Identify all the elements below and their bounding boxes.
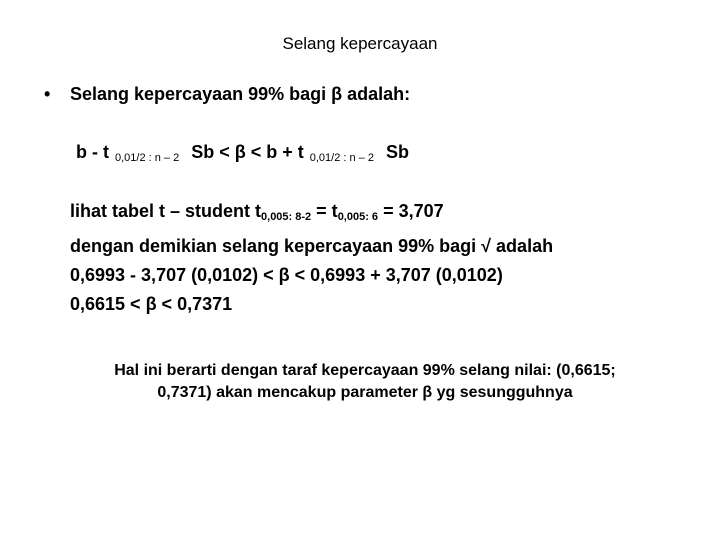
lookup-equals: = t xyxy=(311,201,338,221)
formula-subscript-1: 0,01/2 : n – 2 xyxy=(115,152,180,164)
conclusion-line-1: Hal ini berarti dengan taraf kepercayaan 99% selang nilai: (0,6615; xyxy=(114,362,616,379)
lookup-value: = 3,707 xyxy=(378,201,444,221)
calculation-lines xyxy=(70,197,553,319)
formula-part-1: b - t xyxy=(76,142,109,162)
explanation-line: dengan demikian selang kepercayaan 99% bagi √ adalah xyxy=(70,236,554,256)
lookup-text: lihat tabel t – student t xyxy=(70,201,262,221)
table-lookup-line xyxy=(70,197,553,232)
confidence-interval-formula xyxy=(76,142,409,164)
bullet-item xyxy=(44,84,410,105)
conclusion-text xyxy=(60,360,670,404)
bullet-marker: • xyxy=(44,84,51,104)
lookup-subscript-2: 0,005: 6 xyxy=(337,211,379,223)
formula-part-2: Sb < β < b + t xyxy=(191,142,304,162)
slide-title: Selang kepercayaan xyxy=(282,34,438,53)
formula-subscript-2: 0,01/2 : n – 2 xyxy=(309,152,374,164)
result-line: 0,6615 < β < 0,7371 xyxy=(70,294,233,314)
conclusion-line-2: 0,7371) akan mencakup parameter β yg sesungguhnya xyxy=(157,384,573,401)
substitution-line: 0,6993 - 3,707 (0,0102) < β < 0,6993 + 3,707 (0,0102) xyxy=(70,265,503,285)
formula-part-3: Sb xyxy=(385,142,409,162)
bullet-text: Selang kepercayaan 99% bagi β adalah: xyxy=(70,84,411,104)
lookup-subscript-1: 0,005: 8-2 xyxy=(261,211,312,223)
